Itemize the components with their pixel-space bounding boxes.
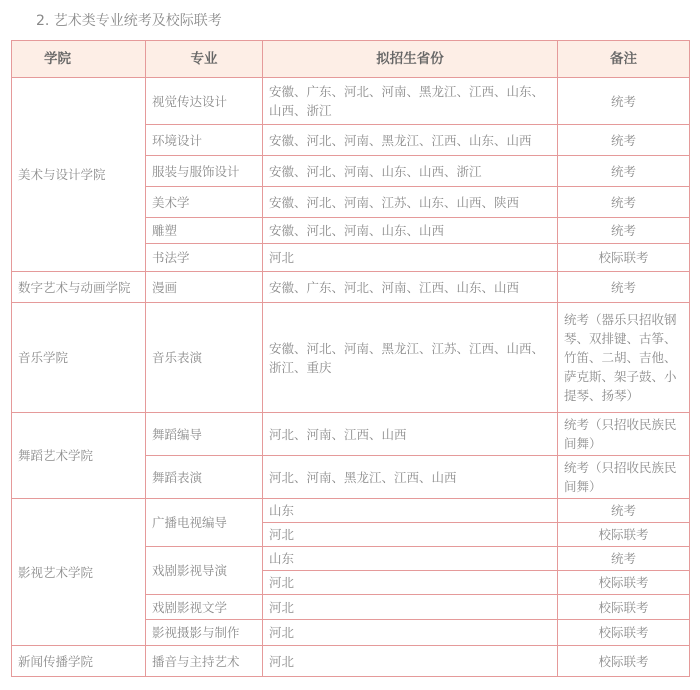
provinces-cell: 安徽、河北、河南、山东、山西、浙江 — [263, 156, 558, 187]
table-row — [12, 413, 690, 456]
major-cell: 音乐表演 — [146, 303, 263, 413]
major-cell: 美术学 — [146, 187, 263, 218]
table-row — [12, 78, 690, 125]
major-cell: 戏剧影视文学 — [146, 595, 263, 620]
note-cell: 统考（只招收民族民间舞） — [558, 413, 690, 456]
provinces-cell: 河北 — [263, 571, 558, 595]
provinces-cell: 河北 — [263, 646, 558, 677]
table-row — [12, 303, 690, 413]
note-cell: 统考 — [558, 156, 690, 187]
note-cell: 统考 — [558, 499, 690, 523]
college-cell: 数字艺术与动画学院 — [12, 272, 146, 303]
note-cell: 统考（只招收民族民间舞） — [558, 456, 690, 499]
major-cell: 影视摄影与制作 — [146, 620, 263, 646]
provinces-cell: 山东 — [263, 547, 558, 571]
major-cell: 漫画 — [146, 272, 263, 303]
provinces-cell: 山东 — [263, 499, 558, 523]
major-cell: 戏剧影视导演 — [146, 547, 263, 595]
note-cell: 校际联考 — [558, 646, 690, 677]
note-cell: 统考（器乐只招收钢琴、双排键、古筝、竹笛、二胡、吉他、萨克斯、架子鼓、小提琴、扬琴） — [558, 303, 690, 413]
college-cell: 舞蹈艺术学院 — [12, 413, 146, 499]
college-cell: 音乐学院 — [12, 303, 146, 413]
major-cell: 雕塑 — [146, 218, 263, 244]
table-row — [12, 646, 690, 677]
major-cell: 舞蹈编导 — [146, 413, 263, 456]
provinces-cell: 安徽、河北、河南、山东、山西 — [263, 218, 558, 244]
major-cell: 舞蹈表演 — [146, 456, 263, 499]
provinces-cell: 安徽、河北、河南、黑龙江、江苏、江西、山西、浙江、重庆 — [263, 303, 558, 413]
college-cell: 新闻传播学院 — [12, 646, 146, 677]
major-cell: 书法学 — [146, 244, 263, 272]
provinces-cell: 河北 — [263, 595, 558, 620]
admissions-table — [11, 40, 690, 677]
header-row — [12, 41, 690, 78]
note-cell: 校际联考 — [558, 595, 690, 620]
provinces-cell: 河北 — [263, 244, 558, 272]
provinces-cell: 河北、河南、江西、山西 — [263, 413, 558, 456]
major-cell: 服装与服饰设计 — [146, 156, 263, 187]
provinces-cell: 安徽、广东、河北、河南、黑龙江、江西、山东、山西、浙江 — [263, 78, 558, 125]
header-college: 学院 — [12, 41, 146, 78]
major-cell: 环境设计 — [146, 125, 263, 156]
header-note: 备注 — [558, 41, 690, 78]
major-cell: 广播电视编导 — [146, 499, 263, 547]
note-cell: 校际联考 — [558, 244, 690, 272]
header-provinces: 拟招生省份 — [263, 41, 558, 78]
provinces-cell: 河北 — [263, 523, 558, 547]
major-cell: 视觉传达设计 — [146, 78, 263, 125]
provinces-cell: 河北 — [263, 620, 558, 646]
provinces-cell: 安徽、广东、河北、河南、江西、山东、山西 — [263, 272, 558, 303]
note-cell: 统考 — [558, 78, 690, 125]
header-major: 专业 — [146, 41, 263, 78]
provinces-cell: 安徽、河北、河南、黑龙江、江西、山东、山西 — [263, 125, 558, 156]
major-cell: 播音与主持艺术 — [146, 646, 263, 677]
note-cell: 统考 — [558, 547, 690, 571]
section-title: 2. 艺术类专业统考及校际联考 — [36, 13, 222, 29]
note-cell: 统考 — [558, 187, 690, 218]
table-row — [12, 272, 690, 303]
note-cell: 统考 — [558, 218, 690, 244]
provinces-cell: 安徽、河北、河南、江苏、山东、山西、陕西 — [263, 187, 558, 218]
note-cell: 统考 — [558, 125, 690, 156]
college-cell: 影视艺术学院 — [12, 499, 146, 646]
note-cell: 校际联考 — [558, 523, 690, 547]
provinces-cell: 河北、河南、黑龙江、江西、山西 — [263, 456, 558, 499]
note-cell: 校际联考 — [558, 571, 690, 595]
table-row — [12, 499, 690, 523]
note-cell: 校际联考 — [558, 620, 690, 646]
note-cell: 统考 — [558, 272, 690, 303]
college-cell: 美术与设计学院 — [12, 78, 146, 272]
